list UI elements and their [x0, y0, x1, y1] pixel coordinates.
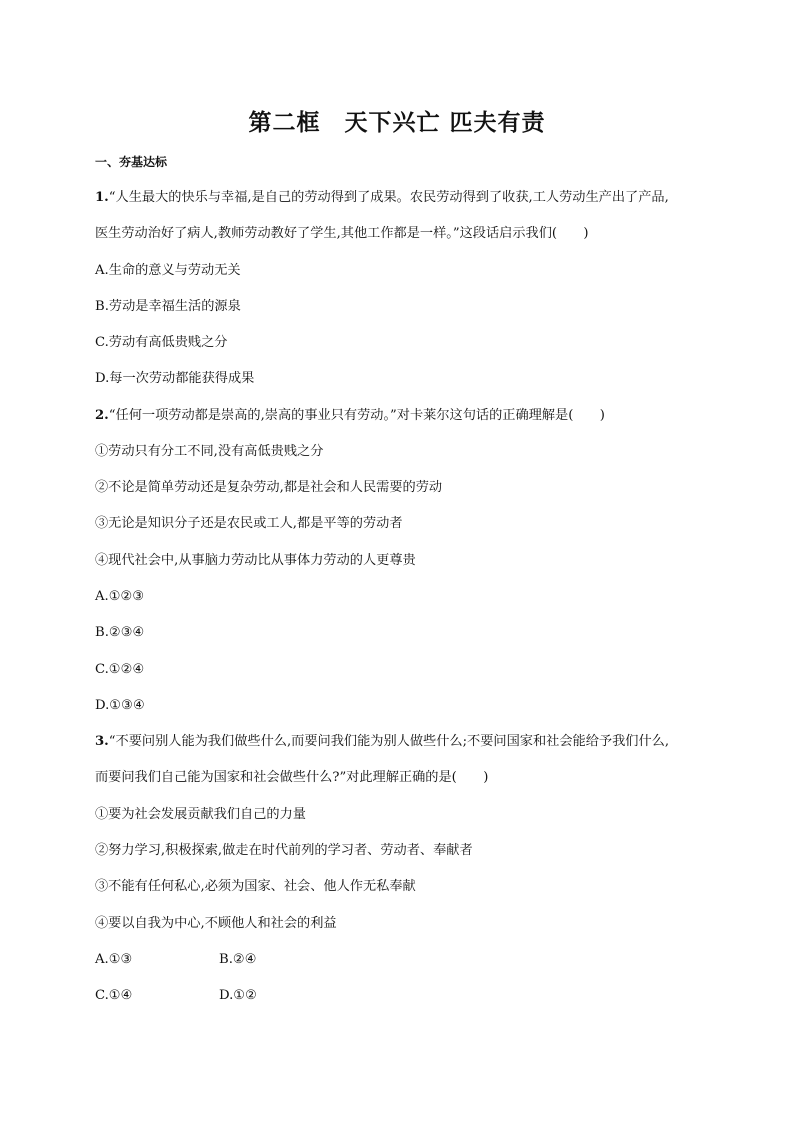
question-3-item-2: ②努力学习,积极探索,做走在时代前列的学习者、劳动者、奉献者 [95, 843, 473, 858]
question-1-option-b: B.劳动是幸福生活的源泉 [95, 299, 241, 314]
question-3-option-a: A.①③ [95, 952, 133, 967]
question-number: 2. [95, 408, 109, 423]
question-number: 3. [95, 734, 109, 749]
question-2-item-4: ④现代社会中,从事脑力劳动比从事体力劳动的人更尊贵 [95, 553, 416, 568]
question-3-stem-line-2: 而要问我们自己能为国家和社会做些什么?”对此理解正确的是( ) [95, 770, 489, 785]
question-2-stem-line-1: 2.“任何一项劳动都是崇高的,崇高的事业只有劳动。”对卡莱尔这句话的正确理解是( ) [95, 408, 605, 423]
question-number: 1. [95, 190, 109, 205]
question-3-item-3: ③不能有任何私心,必须为国家、社会、他人作无私奉献 [95, 879, 416, 894]
question-2-option-a: A.①②③ [95, 589, 145, 604]
question-2-option-b: B.②③④ [95, 625, 145, 640]
question-2-option-c: C.①②④ [95, 662, 145, 677]
question-3-item-1: ①要为社会发展贡献我们自己的力量 [95, 807, 306, 822]
question-3-option-d: D.①② [219, 988, 257, 1003]
question-1-stem-line-2: 医生劳动治好了病人,教师劳动教好了学生,其他工作都是一样。”这段话启示我们( ) [95, 226, 589, 241]
question-3-option-c: C.①④ [95, 988, 133, 1003]
question-2-item-3: ③无论是知识分子还是农民或工人,都是平等的劳动者 [95, 516, 403, 531]
question-1-option-d: D.每一次劳动都能获得成果 [95, 371, 255, 386]
question-3-stem-line-1: 3.“不要问别人能为我们做些什么,而要问我们能为别人做些什么;不要问国家和社会能给予我们什么, [95, 734, 670, 749]
question-1-option-c: C.劳动有高低贵贱之分 [95, 335, 228, 350]
section-heading: 一、夯基达标 [95, 155, 168, 169]
question-1-option-a: A.生命的意义与劳动无关 [95, 263, 241, 278]
question-2-item-1: ①劳动只有分工不同,没有高低贵贱之分 [95, 444, 324, 459]
question-1-stem-line-1: 1.“人生最大的快乐与幸福,是自己的劳动得到了成果。农民劳动得到了收获,工人劳动生产出了产品, [95, 190, 669, 205]
question-3-option-b: B.②④ [219, 952, 257, 967]
question-3-item-4: ④要以自我为中心,不顾他人和社会的利益 [95, 916, 337, 931]
question-2-item-2: ②不论是简单劳动还是复杂劳动,都是社会和人民需要的劳动 [95, 480, 443, 495]
page-title: 第二框 天下兴亡 匹夫有责 [248, 110, 546, 136]
question-2-option-d: D.①③④ [95, 698, 145, 713]
